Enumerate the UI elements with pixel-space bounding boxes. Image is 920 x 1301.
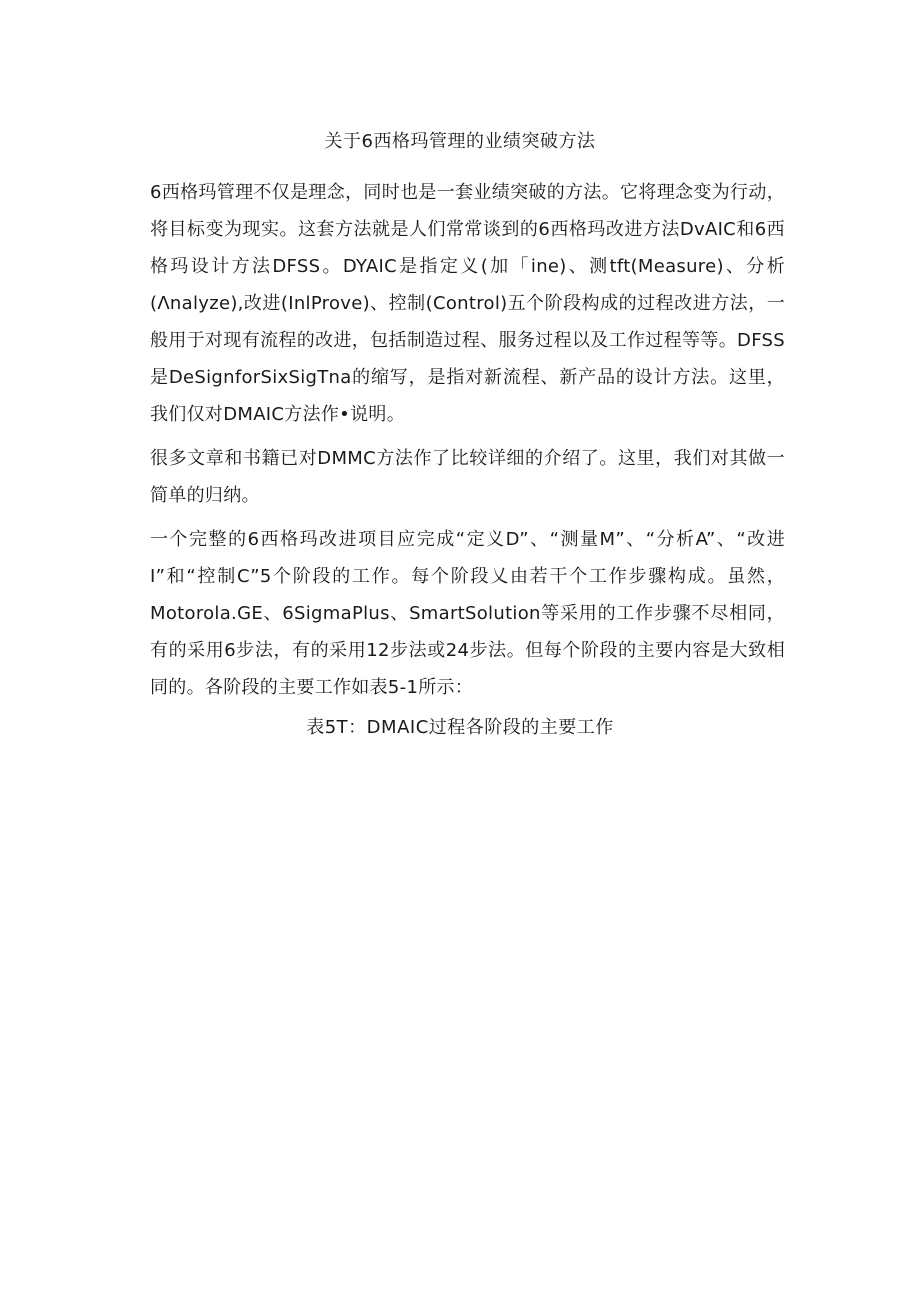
paragraph-phases: 一个完整的6西格玛改进项目应完成“定义D”、“测量M”、“分析A”、“改进I”和“控制C”5个阶段的工作。每个阶段乂由若干个工作步骤构成。虽然，Motorola.GE、6SigmaPlus、SmartSolution等采用的工作步骤不尽相同，有的采用6步法，有的采用12步法或24步法。但每个阶段的主要内容是大致相同的。各阶段的主要工作如表5-1所示： [150, 529, 785, 698]
paragraph-intro: 6西格玛管理不仅是理念，同时也是一套业绩突破的方法。它将理念变为行动，将目标变为现实。这套方法就是人们常常谈到的6西格玛改进方法DvAIC和6西格玛设计方法DFSS。DYAIC是指定义(加「ine)、测tft(Measure)、分析(Λnalyze),改进(InlProve)、控制(Control)五个阶段构成的过程改进方法，一般用于对现有流程的改进，包括制造过程、服务过程以及工作过程等等。DFSS是DeSignforSixSigTna的缩写，是指对新流程、新产品的设计方法。这里，我们仅对DMAIC方法作•说明。 [150, 182, 785, 425]
document-title: 关于6西格玛管理的业绩突破方法 [324, 131, 596, 152]
table-caption: 表5T：DMAIC过程各阶段的主要工作 [306, 717, 614, 738]
document-body [150, 174, 785, 706]
paragraph-summary: 很多文章和书籍已对DMMC方法作了比较详细的介绍了。这里，我们对其做一简单的归纳。 [150, 448, 785, 506]
